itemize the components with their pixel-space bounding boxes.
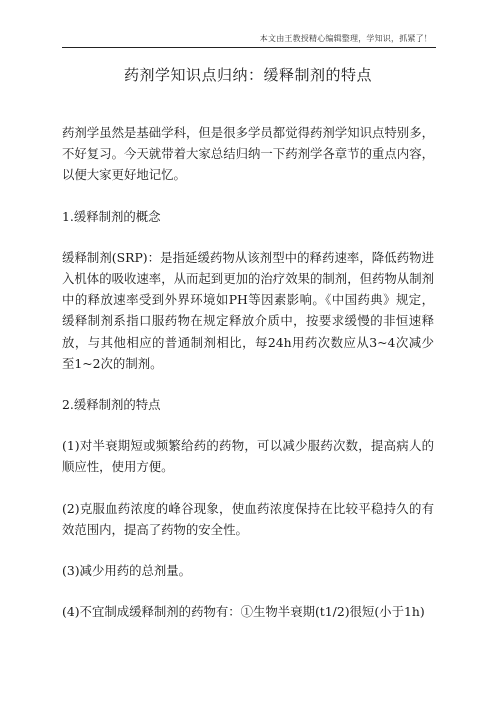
feature-item-2: (2)克服血药浓度的峰谷现象，使血药浓度保持在比较平稳持久的有效范围内，提高了药物的安全性。 bbox=[62, 500, 434, 537]
document-body bbox=[62, 122, 434, 642]
concept-paragraph: 缓释制剂(SRP)：是指延缓药物从该剂型中的释药速率，降低药物进入机体的吸收速率，从而起到更加的治疗效果的制剂，但药物从制剂中的释放速率受到外界环境如PH等因素影响。《中国药典》规定，缓释制剂系指口服药物在规定释放介质中，按要求缓慢的非恒速释放，与其他相应的普通制剂相比，每24h用药次数应从3~4次减少至1~2次的制剂。 bbox=[62, 249, 434, 371]
page-title: 药剂学知识点归纳：缓释制剂的特点 bbox=[123, 66, 372, 84]
feature-item-4: (4)不宜制成缓释制剂的药物有：①生物半衰期(t1/2)很短(小于1h) bbox=[62, 604, 425, 620]
header-note: 本文由王教授精心编辑整理，学知识，抓紧了！ bbox=[259, 34, 432, 43]
header-divider bbox=[62, 47, 436, 48]
feature-item-3: (3)减少用药的总剂量。 bbox=[62, 563, 192, 579]
section-heading-features: 2.缓释制剂的特点 bbox=[62, 397, 161, 413]
intro-paragraph: 药剂学虽然是基础学科，但是很多学员都觉得药剂学知识点特别多，不好复习。今天就带着大家总结归纳一下药剂学各章节的重点内容，以便大家更好地记忆。 bbox=[62, 125, 434, 183]
feature-item-1: (1)对半衰期短或频繁给药的药物，可以减少服药次数，提高病人的顺应性，使用方便。 bbox=[62, 438, 434, 475]
section-heading-concept: 1.缓释制剂的概念 bbox=[62, 208, 161, 224]
